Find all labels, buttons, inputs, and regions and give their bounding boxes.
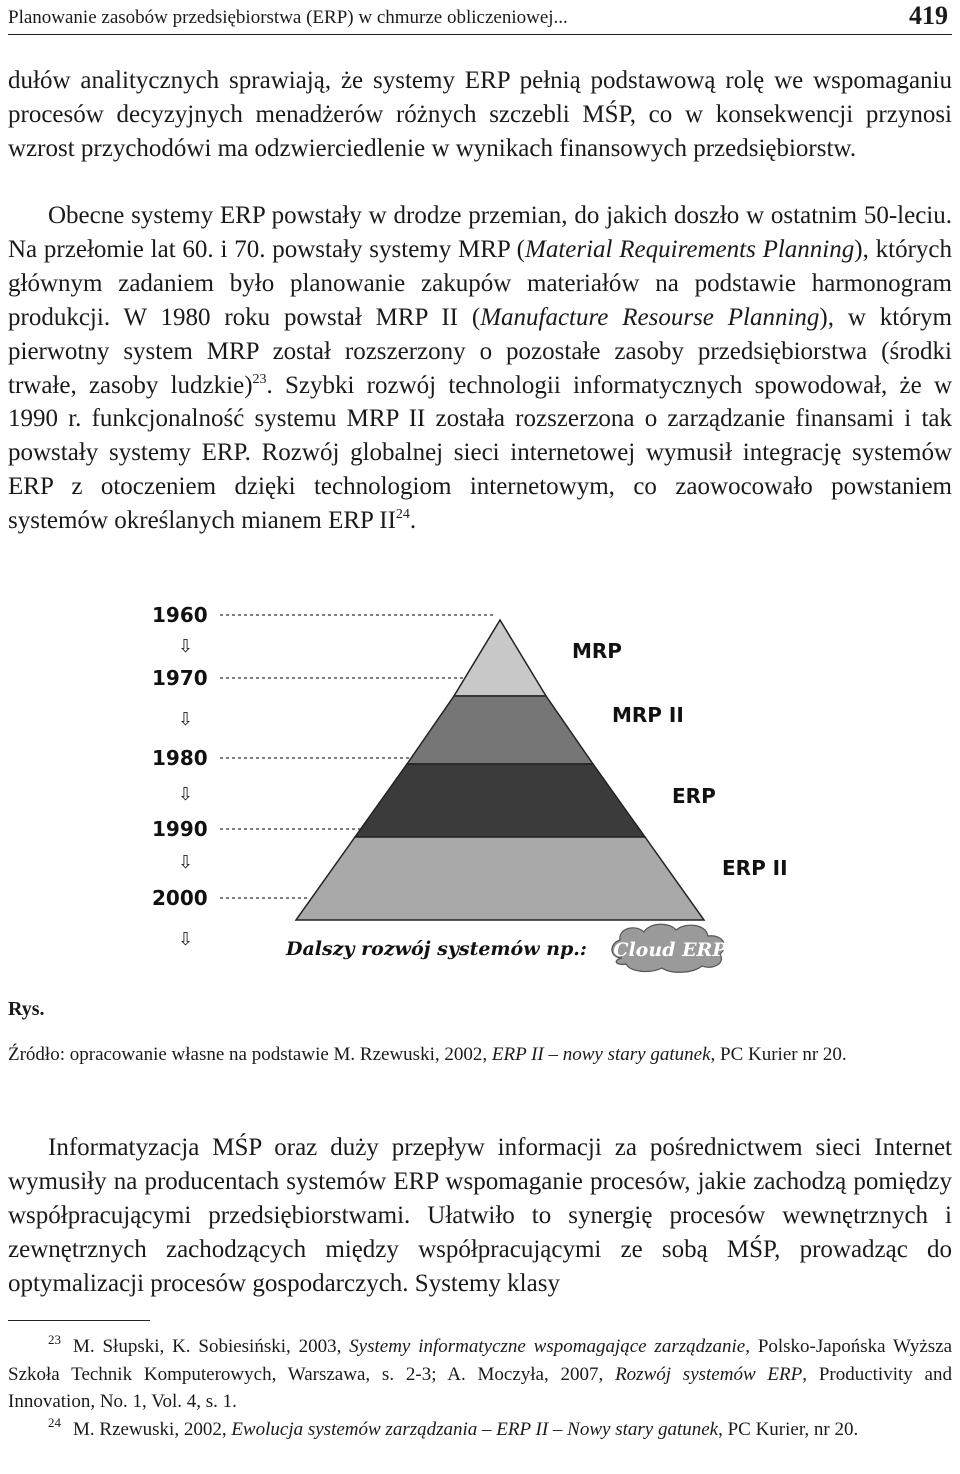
erp-evolution-pyramid-figure xyxy=(130,600,830,980)
pyramid-level-mrp-ii xyxy=(407,696,593,764)
year-label-2000: 2000 xyxy=(152,886,208,910)
page-number: 419 xyxy=(909,1,948,30)
figure-caption: Rys. xyxy=(8,998,45,1020)
pyramid-level-erp xyxy=(355,764,645,837)
year-label-1970: 1970 xyxy=(152,666,208,690)
paragraph-2: Obecne systemy ERP powstały w drodze przemian, do jakich doszło w ostatnim 50-leciu. Na przełomie lat 60. i 70. powstały systemy MRP (Material Requirements Planning), których głównym zadaniem było planowanie zakupów materiałów na podstawie harmonogram produkcji. W 1980 roku powstał MRP II (Manufacture Resourse Planning), w którym pierwotny system MRP został rozszerzony o pozostałe zasoby przedsiębiorstwa (środki trwałe, zasoby ludzkie)$^{23}$. Szybki rozwój technologii informatycznych spowodował, że w 1990 r. funkcjonalność systemu MRP II została rozszerzona o zarządzanie finansami i tak powstały systemy ERP. Rozwój globalnej sieci internetowej wymusił integrację systemów ERP z otoczeniem dzięki technologiom internetowym, co zaowocowało powstaniem systemów określanych mianem ERP II$^{24}$. xyxy=(8,202,952,535)
footnote-ref-23: 23 xyxy=(252,371,267,387)
down-arrow-icon: ⇩ xyxy=(178,784,194,805)
paragraph-3: Informatyzacja MŚP oraz duży przepływ informacji za pośrednictwem sieci Internet wymusiły na producentach systemów ERP wspomaganie procesów, jakie zachodzą pomiędzy współpracującymi przedsiębiorstwami. Ułatwiło to synergię procesów wewnętrznych i zewnętrznych zachodzących między współpracującymi ze sobą MŚP, prowadząc do optymalizacji procesów gospodarczych. Systemy klasy xyxy=(8,1134,952,1297)
figure-source: Źródło: opracowanie własne na podstawie M. Rzewuski, 2002, ERP II – nowy stary gatunek, PC Kurier nr 20. xyxy=(8,1044,847,1065)
pyramid-level-erp-ii xyxy=(296,837,704,920)
running-header xyxy=(8,0,952,35)
cloud-icon xyxy=(612,924,727,972)
down-arrow-icon: ⇩ xyxy=(178,852,194,873)
down-arrow-icon: ⇩ xyxy=(178,929,194,950)
level-label-mrp: MRP xyxy=(572,639,622,663)
level-label-erp: ERP xyxy=(672,784,716,808)
pyramid-level-mrp xyxy=(454,620,546,696)
footnote-separator xyxy=(8,1320,150,1321)
year-label-1960: 1960 xyxy=(152,603,208,627)
footnote-ref-24: 24 xyxy=(395,507,410,523)
down-arrow-icon: ⇩ xyxy=(178,636,194,657)
footnote-23: $^{23}$ M. Słupski, K. Sobiesiński, 2003, Systemy informatyczne wspomagające zarządzanie, Polsko-Japońska Wyższa Szkoła Technik Komputerowych, Warszawa, s. 2-3; A. Moczyła, 2007, Rozwój systemów ERP, Productivity and Innovation, No. 1, Vol. 4, s. 1. xyxy=(8,1332,953,1412)
header-title: Planowanie zasobów przedsiębiorstwa (ERP) w chmurze obliczeniowej... xyxy=(8,7,568,28)
down-arrow-icon: ⇩ xyxy=(178,709,194,730)
level-label-erp-ii: ERP II xyxy=(722,856,788,880)
year-label-1980: 1980 xyxy=(152,746,208,770)
further-development-text: Dalszy rozwój systemów np.: xyxy=(286,938,587,960)
footnote-24: $^{24}$ M. Rzewuski, 2002, Ewolucja systemów zarządzania – ERP II – Nowy stary gatunek, PC Kurier, nr 20. xyxy=(48,1415,859,1440)
year-label-1990: 1990 xyxy=(152,817,208,841)
level-label-mrp-ii: MRP II xyxy=(612,703,684,727)
paragraph-1: dułów analitycznych sprawiają, że systemy ERP pełnią podstawową rolę we wspomaganiu procesów decyzyjnych menadżerów różnych szczebli MŚP, co w konsekwencji przynosi wzrost przychodówi ma odzwierciedlenie w wynikach finansowych przedsiębiorstw. xyxy=(8,67,952,162)
cloud-erp-label: Cloud ERP xyxy=(613,939,727,961)
